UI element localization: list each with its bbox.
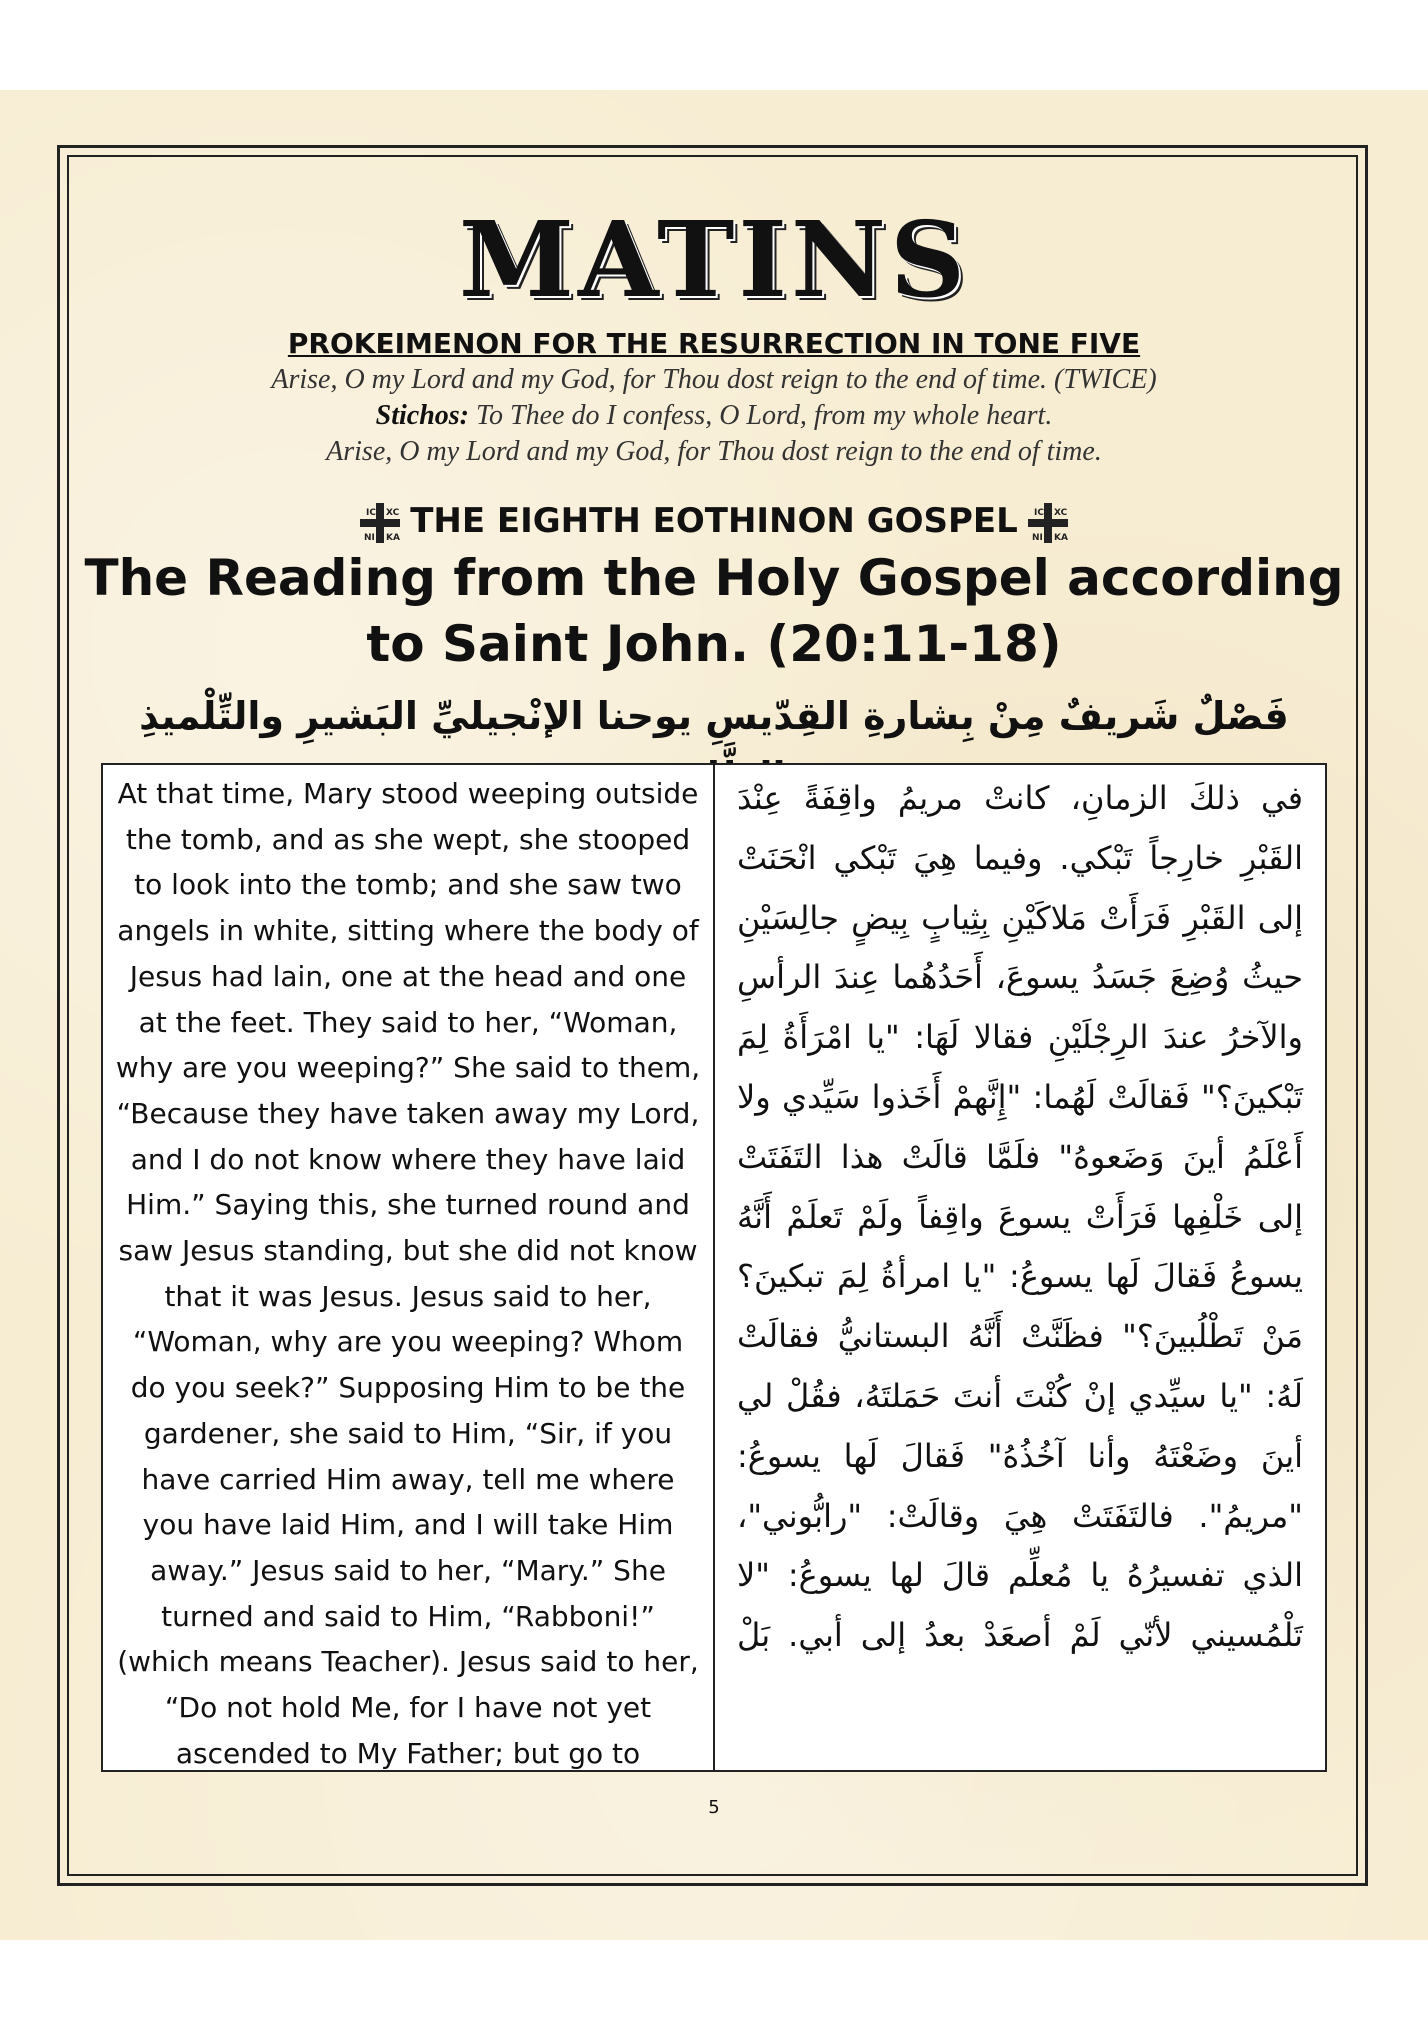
- prokeimenon-heading: PROKEIMENON FOR THE RESURRECTION IN TONE FIVE: [287, 327, 1141, 360]
- svg-text:KA: KA: [386, 532, 401, 543]
- cross-icon-right: [1026, 501, 1070, 545]
- arabic-gospel-text: في ذلكَ الزمانِ، كانتْ مريمُ واقِفَةً عِنْدَ القَبْرِ خارِجاً تَبْكي. وفيما هِيَ تَبْكي انْحَنَتْ إلى القَبْرِ فَرَأَتْ مَلاكَيْنِ بِثِيابٍ بِيضٍ جالِسَيْنِ حيثُ وُضِعَ جَسَدُ يسوعَ، أَحَدُهُما عِندَ الرأسِ والآخرُ عندَ الرِجْلَيْنِ فقالا لَهَا: "يا امْرَأَةُ لِمَ تَبْكينَ؟" فَقالَتْ لَهُما: "إِنَّهمْ أَخَذوا سَيِّدي ولا أَعْلَمُ أينَ وَضَعوهُ" فلَمَّا قالَتْ هذا التَفَتَتْ إلى خَلْفِها فَرَأَتْ يسوعَ واقِفاً ولَمْ تَعلَمْ أَنَّهُ يسوعُ فَقالَ لَها يسوعُ: "يا امرأةُ لِمَ تبكينَ؟ مَنْ تَطْلُبينَ؟" فظَنَّتْ أَنَّهُ البستانيُّ فقالَتْ لَهُ: "يا سيِّدي إنْ كُنْتَ أنتَ حَمَلتَهُ، فقُلْ لي أينَ وضَعْتَهُ وأنا آخُذُهُ" فَقالَ لَها يسوعُ: "مريمُ". فالتَفَتَتْ هِيَ وقالَتْ: "رابُّوني"، الذي تفسيرُهُ يا مُعلِّم قالَ لها يسوعُ: "لا تَلْمُسيني لأنّي لَمْ أصعَدْ بعدُ إلى أبي. بَلْ: [737, 779, 1303, 1655]
- prokeimenon-verse-2: Arise, O my Lord and my God, for Thou dost reign to the end of time.: [326, 436, 1102, 467]
- stichos-line: [0, 398, 1428, 434]
- gospel-heading: [0, 496, 1428, 546]
- svg-text:NI: NI: [1031, 532, 1043, 543]
- arabic-reading-title: فَصْلٌ شَريفٌ مِنْ بِشارةِ القِدّيسِ يوحنا الإنْجيليِّ البَشيرِ والتِّلْميذِ: [139, 694, 1289, 738]
- stichos-text: To Thee do I confess, O Lord, from my whole heart.: [469, 400, 1053, 431]
- stichos-label: Stichos:: [375, 400, 470, 431]
- reading-title: The Reading from the Holy Gospel according to Saint John. (20:11-18): [84, 549, 1344, 673]
- gospel-text-table: [101, 763, 1327, 1772]
- svg-text:IC: IC: [366, 507, 377, 518]
- svg-text:XC: XC: [386, 507, 400, 518]
- svg-text:KA: KA: [1053, 532, 1068, 543]
- prokeimenon-verse-1: Arise, O my Lord and my God, for Thou dost reign to the end of time. (TWICE): [271, 364, 1157, 395]
- gospel-heading-text: THE EIGHTH EOTHINON GOSPEL: [410, 501, 1018, 541]
- english-gospel-text: At that time, Mary stood weeping outside the tomb, and as she wept, she stooped to look into the tomb; and she saw two angels in white, sitting where the body of Jesus had lain, one at the head and one at the feet. They said to her, “Woman, why are you weeping?” She said to them, “Because they have taken away my Lord, and I do not know where they have laid Him.” Saying this, she turned round and saw Jesus standing, but she did not know that it was Jesus. Jesus said to her, “Woman, why are you weeping? Whom do you seek?” Supposing Him to be the gardener, she said to Him, “Sir, if you have carried Him away, tell me where you have laid Him, and I will take Him away.” Jesus said to her, “Mary.” She turned and said to Him, “Rabboni!” (which means Teacher). Jesus said to her, “Do not hold Me, for I have not yet ascended to My Father; but go to: [103, 765, 715, 1770]
- page-number: 5: [708, 1797, 720, 1818]
- svg-text:XC: XC: [1053, 507, 1068, 518]
- page-title: MATINS: [458, 198, 970, 321]
- svg-text:NI: NI: [364, 532, 376, 543]
- svg-text:IC: IC: [1033, 507, 1044, 518]
- cross-icon-left: [358, 501, 402, 545]
